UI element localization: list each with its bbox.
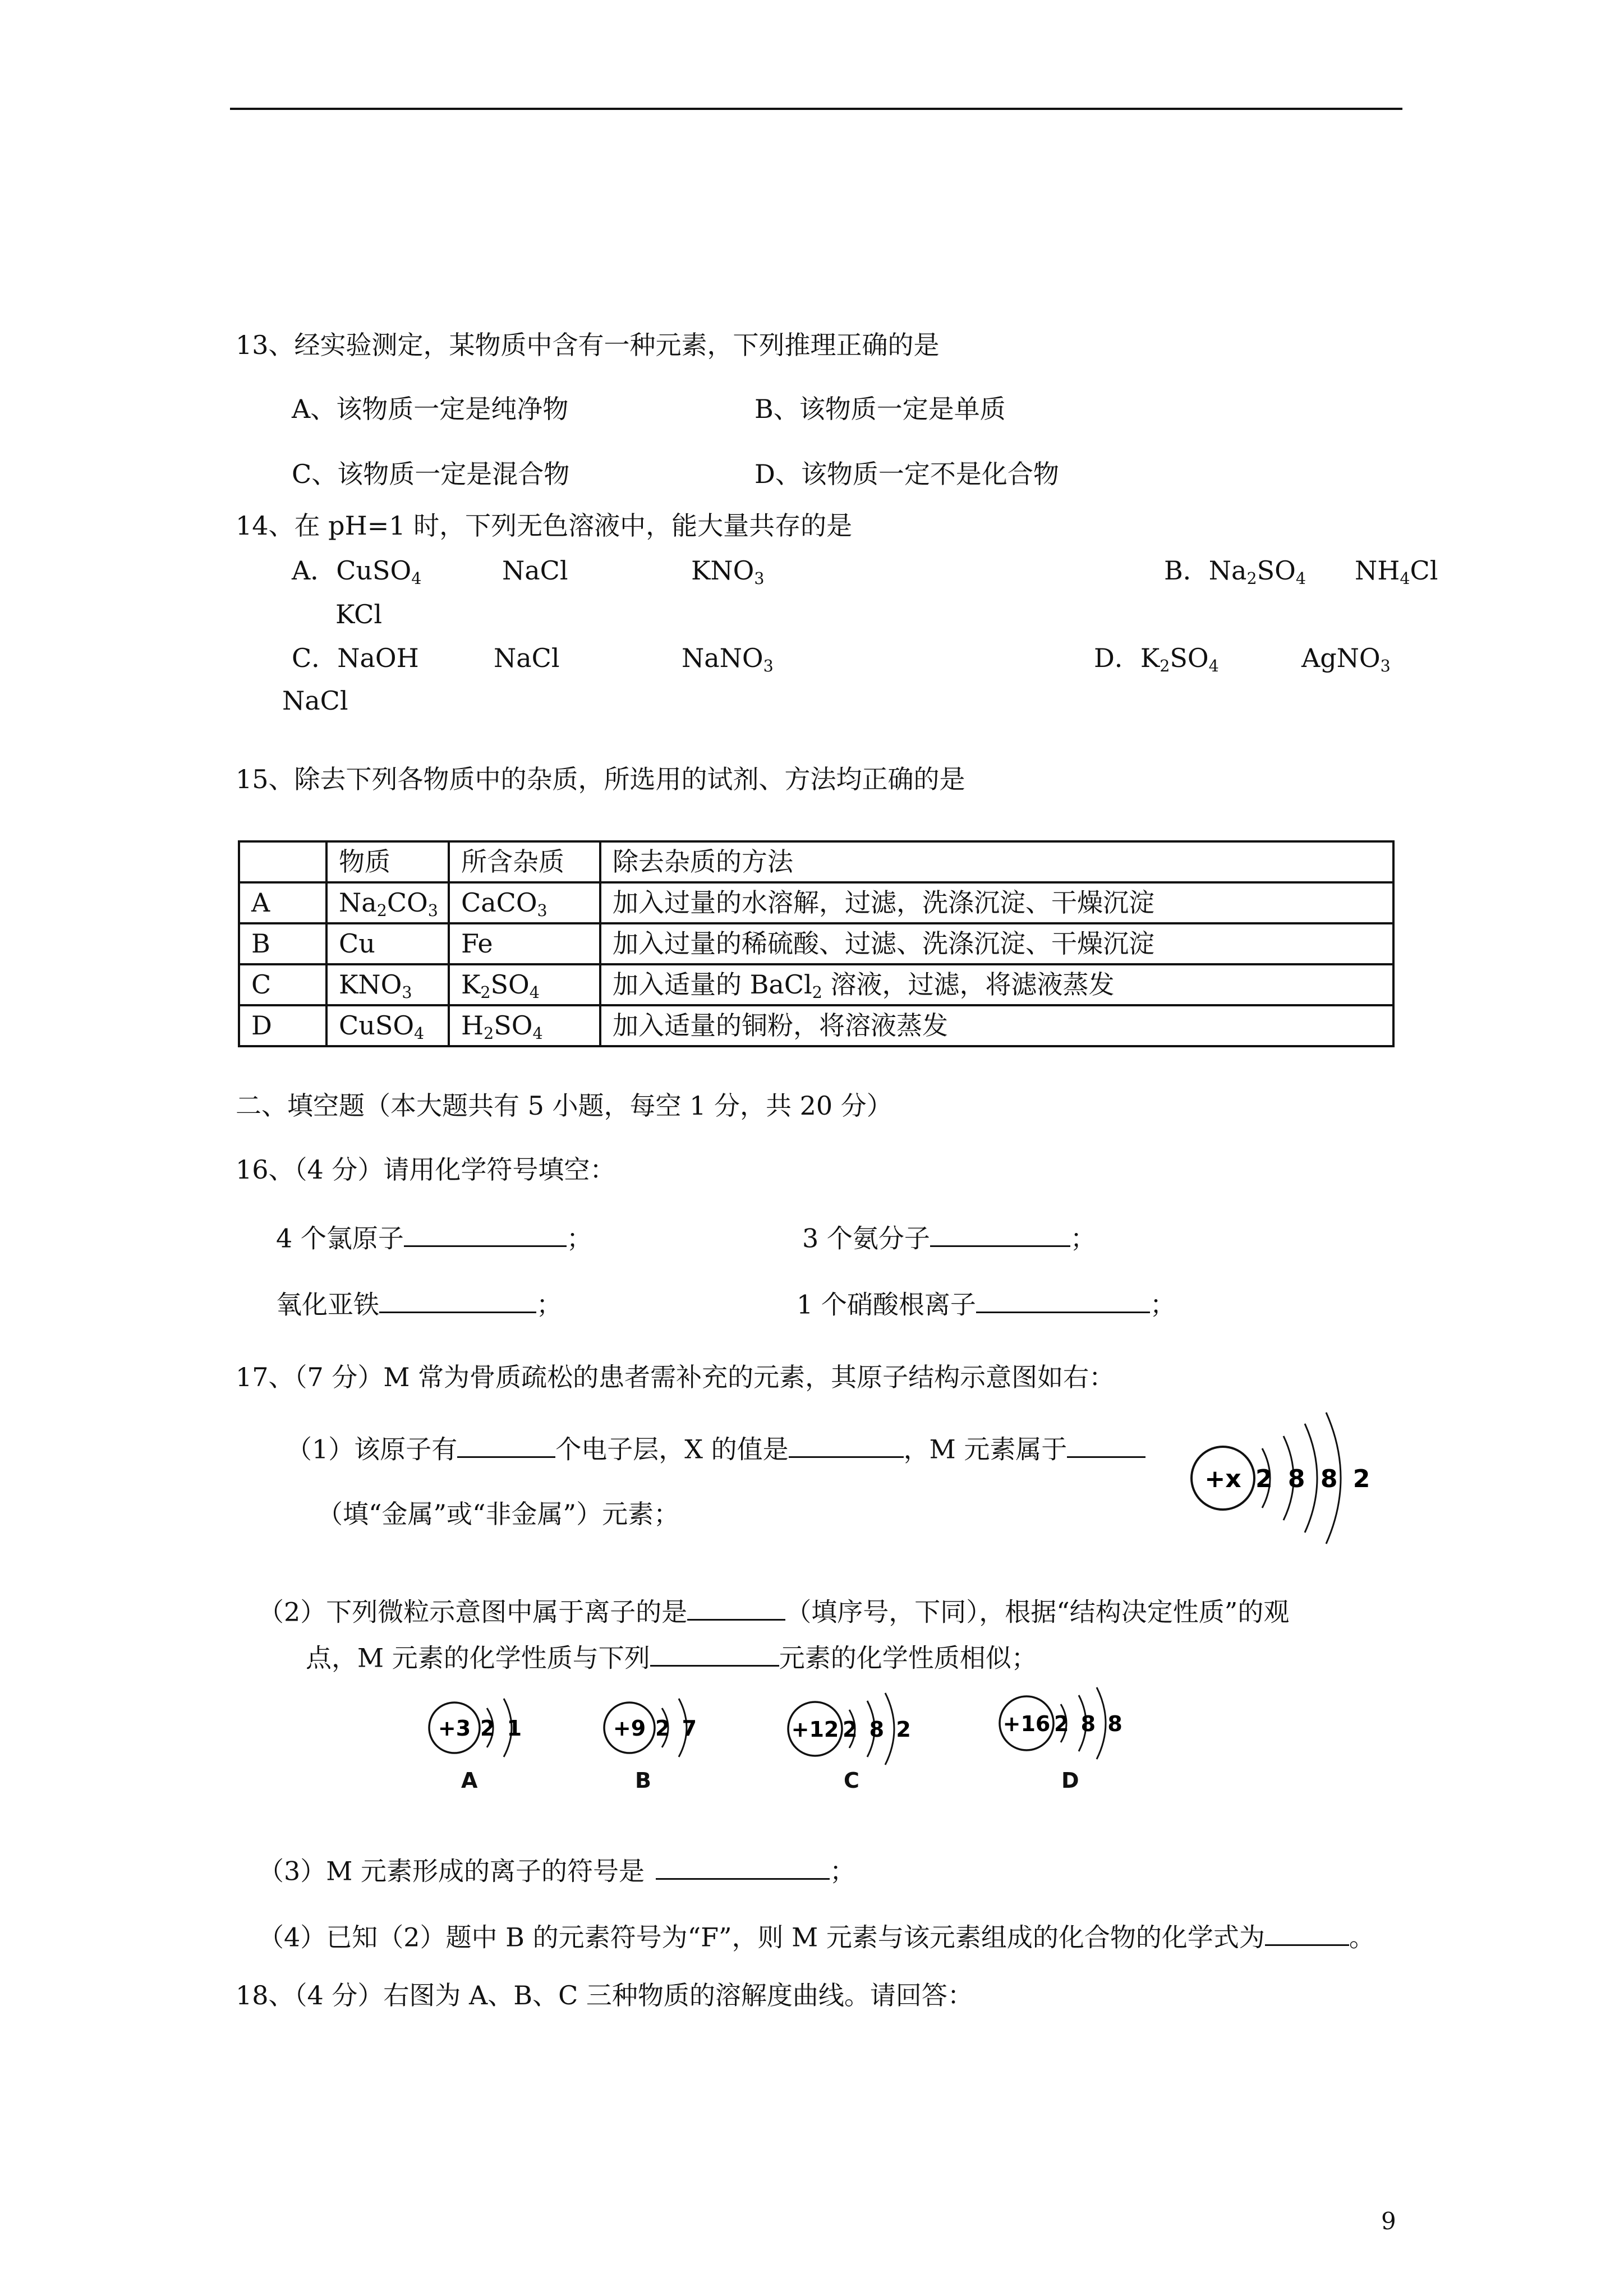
svg-text:2 8 2: 2 8 2: [843, 1717, 913, 1742]
page-number: 9: [1381, 2207, 1396, 2235]
answer-blank[interactable]: [930, 1218, 1070, 1247]
table-cell-method: 加入过量的水溶解，过滤，洗涤沉淀、干燥沉淀: [600, 882, 1393, 923]
q13-option-c: C、该物质一定是混合物: [292, 459, 570, 489]
table-row: [239, 923, 1393, 964]
atom-label-d: D: [1061, 1768, 1079, 1793]
q17-part1: （1）该原子有 个电子层，X 的值是 ，M 元素属于: [286, 1429, 1145, 1465]
q16-item-a: 4 个氯原子 ；: [276, 1218, 592, 1254]
table-row: [239, 964, 1393, 1005]
q14-option-a: A．CuSO$_4$: [292, 555, 422, 588]
table-header-cell: 所含杂质: [449, 841, 600, 882]
atom-label-a: A: [461, 1768, 478, 1793]
nucleus-label: +x: [1204, 1465, 1241, 1493]
table-row: [239, 882, 1393, 923]
q13-option-a: A、该物质一定是纯净物: [292, 394, 569, 424]
answer-blank[interactable]: [457, 1429, 555, 1458]
q17-part2-cont: 点，M 元素的化学性质与下列 元素的化学性质相似；: [306, 1638, 1037, 1673]
table-cell-option: D: [239, 1005, 326, 1046]
q17-part4: （4）已知（2）题中 B 的元素符号为“F”，则 M 元素与该元素组成的化合物的化学式为 。: [258, 1917, 1375, 1953]
table-cell-option: A: [239, 882, 326, 923]
q18-stem: 18、（4 分）右图为 A、B、C 三种物质的溶解度曲线。请回答：: [236, 1980, 973, 2010]
table-cell-impurity: Fe: [449, 923, 600, 964]
answer-blank[interactable]: [1265, 1917, 1349, 1946]
atom-label-c: C: [844, 1768, 859, 1793]
answer-blank[interactable]: [1067, 1429, 1145, 1458]
table-cell-impurity: $H_2SO_4$: [449, 1005, 600, 1046]
table-header-cell: [239, 841, 326, 882]
q17-part3: （3）M 元素形成的离子的符号是 ；: [258, 1851, 855, 1887]
svg-text:+3: +3: [438, 1716, 471, 1741]
answer-blank[interactable]: [687, 1592, 785, 1621]
q16-item-d: 1 个硝酸根离子 ；: [797, 1285, 1176, 1320]
q14-option-c-2: NaCl: [494, 643, 560, 673]
svg-text:2 1: 2 1: [480, 1716, 525, 1741]
q14-option-c: C．NaOH: [292, 643, 419, 673]
atom-diagram-a: [415, 1688, 550, 1767]
q14-option-d-2: AgNO$_3$: [1301, 643, 1391, 675]
shell-electrons: 2 8 8 2: [1255, 1465, 1369, 1493]
svg-text:+9: +9: [613, 1716, 646, 1741]
table-header-cell: 物质: [326, 841, 449, 882]
q14-option-b-2: $NH_4Cl$: [1355, 555, 1438, 588]
atom-structure-diagram-main: [1184, 1402, 1369, 1548]
answer-blank[interactable]: [379, 1285, 536, 1313]
answer-blank[interactable]: [650, 1638, 779, 1667]
q16-item-c: 氧化亚铁 ；: [276, 1285, 562, 1320]
q17-part1-cont: （填“金属”或“非金属”）元素；: [317, 1499, 680, 1529]
table-cell-impurity: $K_2SO_4$: [449, 964, 600, 1005]
table-cell-substance: Cu: [326, 923, 449, 964]
q16-stem: 16、（4 分）请用化学符号填空：: [236, 1154, 616, 1185]
atom-diagram-d: [984, 1683, 1153, 1761]
q15-table: [238, 840, 1395, 1047]
atom-label-b: B: [635, 1768, 651, 1793]
q13-option-b: B、该物质一定是单质: [755, 394, 1006, 424]
table-row: [239, 1005, 1393, 1046]
q14-option-c-3: NaNO$_3$: [682, 643, 774, 675]
answer-blank[interactable]: [976, 1285, 1150, 1313]
svg-text:2 7: 2 7: [655, 1716, 700, 1741]
table-cell-substance: $KNO_3$: [326, 964, 449, 1005]
table-cell-method: 加入过量的稀硫酸、过滤、洗涤沉淀、干燥沉淀: [600, 923, 1393, 964]
header-rule: [230, 108, 1402, 110]
table-cell-substance: CuSO$_4$: [326, 1005, 449, 1046]
q14-option-a-2: NaCl: [502, 555, 568, 586]
svg-text:+12: +12: [791, 1717, 839, 1742]
q17-stem: 17、（7 分）M 常为骨质疏松的患者需补充的元素，其原子结构示意图如右：: [236, 1362, 1115, 1392]
atom-diagram-b: [590, 1688, 725, 1767]
answer-blank[interactable]: [656, 1851, 830, 1880]
answer-blank[interactable]: [789, 1429, 904, 1458]
table-header-row: [239, 841, 1393, 882]
table-cell-option: B: [239, 923, 326, 964]
q14-option-b: B．$Na_2SO_4$: [1164, 555, 1306, 588]
q15-stem: 15、除去下列各物质中的杂质，所选用的试剂、方法均正确的是: [236, 764, 965, 794]
q17-part2: （2）下列微粒示意图中属于离子的是 （填序号，下同），根据“结构决定性质”的观: [258, 1592, 1289, 1627]
atom-diagram-c: [773, 1688, 936, 1767]
q14-option-b-3: KCl: [335, 599, 383, 629]
q14-option-a-3: $KNO_3$: [691, 555, 765, 588]
svg-text:2 8 8: 2 8 8: [1054, 1711, 1125, 1736]
table-cell-method: 加入适量的 BaCl$_2$ 溶液，过滤，将滤液蒸发: [600, 964, 1393, 1005]
table-cell-option: C: [239, 964, 326, 1005]
q14-stem: 14、在 pH=1 时，下列无色溶液中，能大量共存的是: [236, 510, 853, 541]
q13-option-d: D、该物质一定不是化合物: [755, 459, 1059, 489]
svg-text:+16: +16: [1002, 1711, 1051, 1736]
section-2-heading: 二、填空题（本大题共有 5 小题，每空 1 分，共 20 分）: [236, 1091, 892, 1121]
table-cell-impurity: CaCO$_3$: [449, 882, 600, 923]
answer-blank[interactable]: [404, 1218, 567, 1247]
table-header-cell: 除去杂质的方法: [600, 841, 1393, 882]
q16-item-b: 3 个氨分子 ；: [802, 1218, 1096, 1254]
table-cell-substance: $Na_2CO_3$: [326, 882, 449, 923]
q14-option-d-3: NaCl: [282, 685, 348, 716]
q14-option-d: D．$K_2SO_4$: [1094, 643, 1219, 675]
q13-stem: 13、经实验测定，某物质中含有一种元素，下列推理正确的是: [236, 330, 940, 360]
table-cell-method: 加入适量的铜粉，将溶液蒸发: [600, 1005, 1393, 1046]
